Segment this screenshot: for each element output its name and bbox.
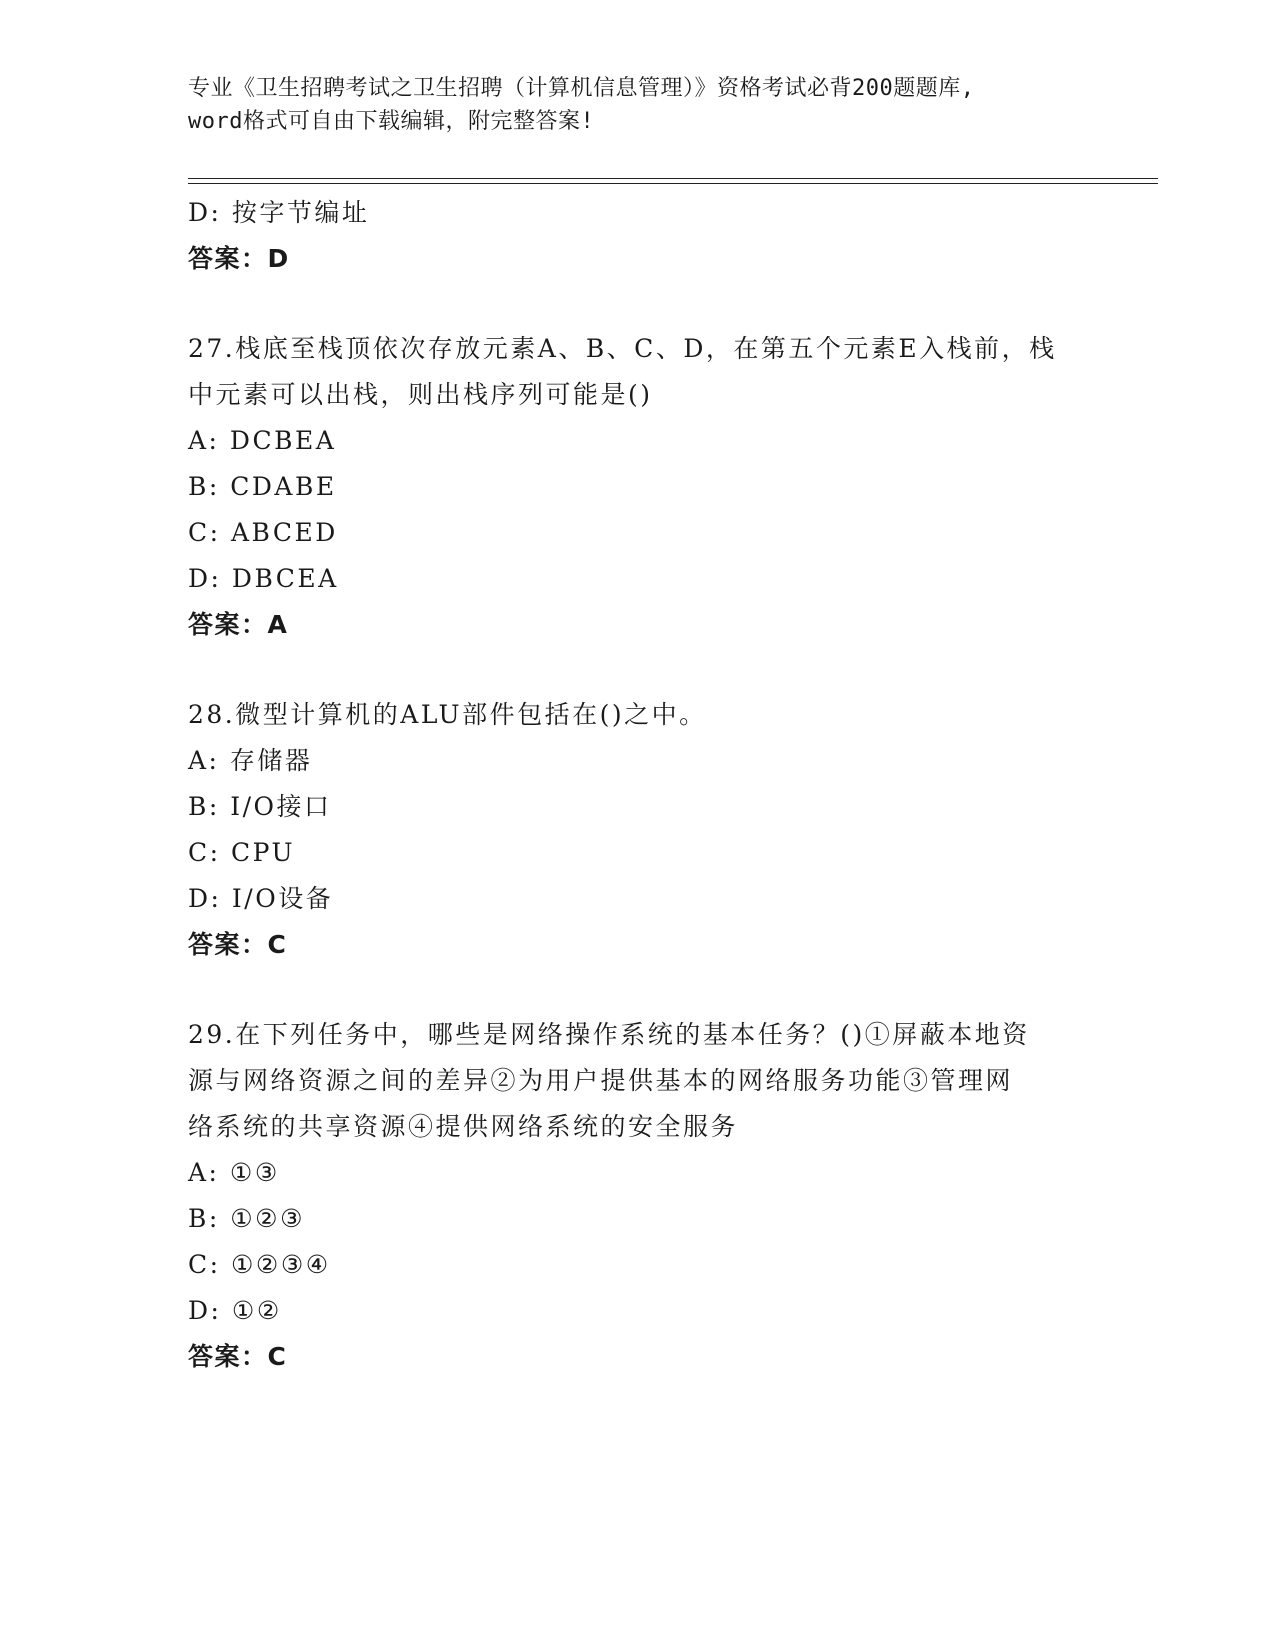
option-c: C: CPU	[188, 838, 296, 867]
header-divider-bottom	[188, 183, 1158, 184]
question-stem-line: 28.微型计算机的ALU部件包括在()之中。	[188, 700, 707, 729]
question-26-tail	[188, 190, 1088, 282]
spacer	[188, 648, 1088, 692]
question-list	[188, 190, 1088, 1380]
document-header	[188, 72, 1088, 138]
header-line-1: 专业《卫生招聘考试之卫生招聘（计算机信息管理）》资格考试必背200题题库,	[188, 76, 975, 101]
header-divider-top	[188, 178, 1158, 179]
question-stem-line: 中元素可以出栈，则出栈序列可能是()	[188, 380, 653, 409]
option-d: D: 按字节编址	[188, 198, 370, 227]
question-28	[188, 692, 1088, 968]
question-stem-line: 源与网络资源之间的差异②为用户提供基本的网络服务功能③管理网	[188, 1066, 1014, 1095]
spacer	[188, 282, 1088, 326]
answer-line: 答案：D	[188, 244, 290, 273]
option-b: B: CDABE	[188, 472, 337, 501]
option-d: D: ①②	[188, 1296, 282, 1325]
option-a: A: 存储器	[188, 746, 313, 775]
question-29	[188, 1012, 1088, 1380]
option-b: B: ①②③	[188, 1204, 305, 1233]
spacer	[188, 968, 1088, 1012]
option-a: A: DCBEA	[188, 426, 337, 455]
option-d: D: DBCEA	[188, 564, 339, 593]
question-stem-line: 27.栈底至栈顶依次存放元素A、B、C、D，在第五个元素E入栈前，栈	[188, 334, 1057, 363]
answer-line: 答案：C	[188, 930, 288, 959]
option-b: B: I/O接口	[188, 792, 332, 821]
header-line-2: word格式可自由下载编辑，附完整答案!	[188, 109, 595, 134]
question-stem-line: 29.在下列任务中，哪些是网络操作系统的基本任务？()①屏蔽本地资	[188, 1020, 1030, 1049]
question-27	[188, 326, 1088, 648]
answer-line: 答案：A	[188, 610, 289, 639]
question-stem-line: 络系统的共享资源④提供网络系统的安全服务	[188, 1112, 739, 1141]
option-d: D: I/O设备	[188, 884, 334, 913]
answer-line: 答案：C	[188, 1342, 288, 1371]
option-c: C: ABCED	[188, 518, 338, 547]
option-c: C: ①②③④	[188, 1250, 331, 1279]
option-a: A: ①③	[188, 1158, 280, 1187]
